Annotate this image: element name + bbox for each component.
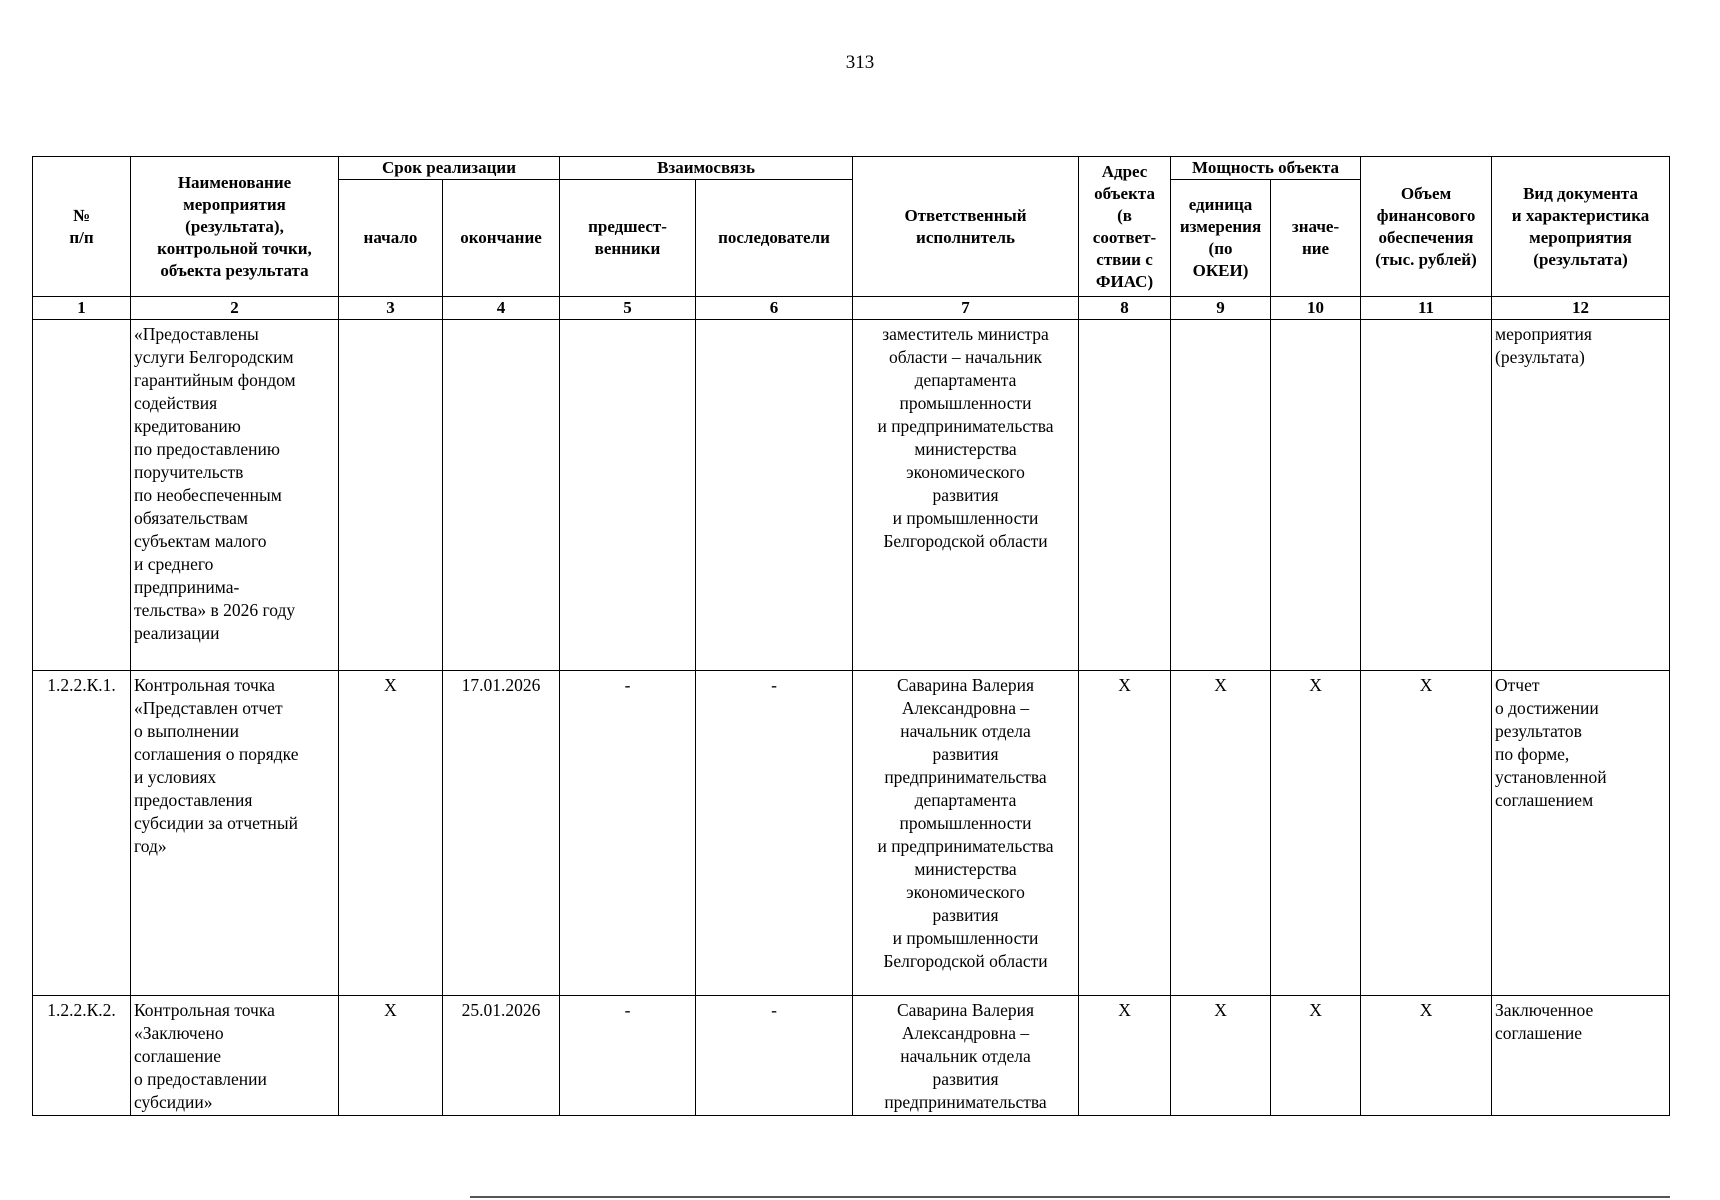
cell-predecessors: - <box>560 671 696 996</box>
scan-edge-line <box>470 1196 1670 1198</box>
column-number: 6 <box>696 297 853 320</box>
column-number: 4 <box>443 297 560 320</box>
column-number: 9 <box>1171 297 1271 320</box>
header-responsible: Ответственный исполнитель <box>853 157 1079 297</box>
header-financing: Объем финансового обеспечения (тыс. рублей) <box>1361 157 1492 297</box>
header-term-group: Срок реализации <box>339 157 560 180</box>
header-start: начало <box>339 180 443 297</box>
cell-name: Контрольная точка «Заключено соглашение о предоставлении субсидии» <box>131 996 339 1116</box>
cell-number: 1.2.2.К.1. <box>33 671 131 996</box>
cell-predecessors <box>560 320 696 671</box>
implementation-plan-table <box>32 156 1670 1116</box>
header-value: значе- ние <box>1271 180 1361 297</box>
cell-address <box>1079 320 1171 671</box>
cell-successors: - <box>696 671 853 996</box>
cell-predecessors: - <box>560 996 696 1116</box>
cell-address: Х <box>1079 996 1171 1116</box>
table-row <box>33 996 1670 1116</box>
cell-financing: Х <box>1361 996 1492 1116</box>
header-unit: единица измерения (по ОКЕИ) <box>1171 180 1271 297</box>
cell-start <box>339 320 443 671</box>
cell-end <box>443 320 560 671</box>
column-number-row <box>33 297 1670 320</box>
cell-responsible: Саварина Валерия Александровна – начальник отдела развития предпринимательства <box>853 996 1079 1116</box>
column-number: 5 <box>560 297 696 320</box>
cell-unit: Х <box>1171 671 1271 996</box>
cell-document: Отчет о достижении результатов по форме, установленной соглашением <box>1492 671 1670 996</box>
page-number: 313 <box>845 52 875 73</box>
cell-responsible: Саварина Валерия Александровна – начальник отдела развития предпринимательства департамента промышленности и предпринимательства министерства экономического развития и промышленности Белгородской области <box>853 671 1079 996</box>
column-number: 12 <box>1492 297 1670 320</box>
cell-value: Х <box>1271 671 1361 996</box>
column-number: 3 <box>339 297 443 320</box>
cell-document: Заключенное соглашение <box>1492 996 1670 1116</box>
cell-end: 17.01.2026 <box>443 671 560 996</box>
cell-end: 25.01.2026 <box>443 996 560 1116</box>
header-name: Наименование мероприятия (результата), контрольной точки, объекта результата <box>131 157 339 297</box>
cell-unit <box>1171 320 1271 671</box>
cell-number: 1.2.2.К.2. <box>33 996 131 1116</box>
column-number: 2 <box>131 297 339 320</box>
column-number: 7 <box>853 297 1079 320</box>
header-document: Вид документа и характеристика мероприятия (результата) <box>1492 157 1670 297</box>
header-predecessors: предшест- венники <box>560 180 696 297</box>
header-successors: последователи <box>696 180 853 297</box>
column-number: 8 <box>1079 297 1171 320</box>
cell-start: Х <box>339 996 443 1116</box>
cell-financing <box>1361 320 1492 671</box>
cell-financing: Х <box>1361 671 1492 996</box>
column-number: 1 <box>33 297 131 320</box>
table-row <box>33 671 1670 996</box>
cell-document: мероприятия (результата) <box>1492 320 1670 671</box>
cell-value: Х <box>1271 996 1361 1116</box>
cell-responsible: заместитель министра области – начальник департамента промышленности и предпринимательства министерства экономического развития и промышленности Белгородской области <box>853 320 1079 671</box>
column-number: 10 <box>1271 297 1361 320</box>
header-power-group: Мощность объекта <box>1171 157 1361 180</box>
cell-name: «Предоставлены услуги Белгородским гарантийным фондом содействия кредитованию по предоставлению поручительств по необеспеченным обязательствам субъектам малого и среднего предпринима- тельства» в 2026 году реализации <box>131 320 339 671</box>
cell-address: Х <box>1079 671 1171 996</box>
column-number: 11 <box>1361 297 1492 320</box>
cell-start: Х <box>339 671 443 996</box>
cell-successors <box>696 320 853 671</box>
cell-name: Контрольная точка «Представлен отчет о выполнении соглашения о порядке и условиях предоставления субсидии за отчетный год» <box>131 671 339 996</box>
cell-unit: Х <box>1171 996 1271 1116</box>
cell-number <box>33 320 131 671</box>
table-row <box>33 320 1670 671</box>
cell-value <box>1271 320 1361 671</box>
header-number: № п/п <box>33 157 131 297</box>
cell-successors: - <box>696 996 853 1116</box>
header-address: Адрес объекта (в соответ- ствии с ФИАС) <box>1079 157 1171 297</box>
header-link-group: Взаимосвязь <box>560 157 853 180</box>
header-end: окончание <box>443 180 560 297</box>
